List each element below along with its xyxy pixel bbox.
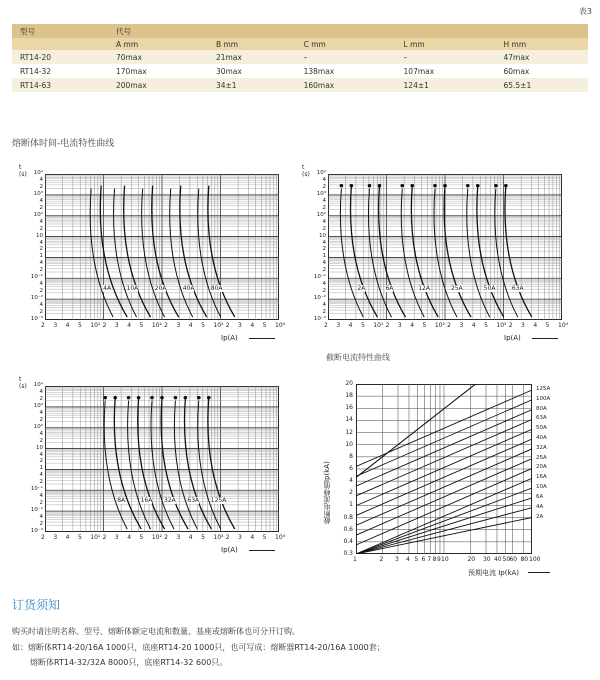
col-h: H mm: [495, 38, 588, 50]
y-tick-label: 1: [322, 253, 326, 260]
x-tick-label: 5: [77, 534, 82, 541]
ip-axis-label: Ip(A): [221, 546, 238, 554]
order-line-2: 如：熔断体RT14-20/16A 1000只，底座RT14-20 1000只，也可写成：熔断器RT14-20/16A 1000套；: [12, 643, 385, 652]
cutoff-x-tick: 1: [353, 556, 357, 563]
curve-start-marker: [160, 396, 164, 400]
y-tick-label: 2: [322, 309, 326, 316]
x-tick-label: 10⁴: [558, 322, 569, 329]
curve-start-marker: [368, 184, 372, 188]
x-tick-label: 3: [53, 322, 58, 329]
x-tick-label: 4: [348, 322, 353, 329]
y-tick-label: 10⁻²: [313, 295, 326, 302]
y-tick-label: 4: [39, 388, 43, 395]
rating-label: 63A: [536, 415, 547, 422]
cutoff-y-tick: 0.3: [343, 550, 353, 557]
cutoff-chart: [356, 384, 532, 554]
y-tick-label: 2: [322, 225, 326, 232]
y-tick-label: 4: [322, 281, 326, 288]
curve-start-marker: [150, 396, 154, 400]
curve-label: 4A: [103, 284, 112, 292]
y-tick-label: 2: [322, 267, 326, 274]
y-tick-label: 2: [39, 204, 43, 211]
cutoff-x-tick: 60: [509, 556, 518, 563]
col-a: A mm: [108, 38, 208, 50]
x-tick-label: 4: [250, 322, 255, 329]
header-code: 代号: [108, 24, 588, 38]
x-tick-label: 10²: [151, 534, 162, 541]
curve-start-marker: [113, 396, 117, 400]
x-tick-label: 3: [176, 534, 181, 541]
col-b: B mm: [208, 38, 296, 50]
x-tick-label: 4: [410, 322, 415, 329]
y-tick-label: 2: [39, 437, 43, 444]
x-tick-label: 3: [459, 322, 464, 329]
y-tick-label: 10²: [316, 211, 326, 218]
x-tick-label: 4: [65, 534, 70, 541]
curve-start-marker: [410, 184, 414, 188]
time-current-chart-2: [328, 174, 562, 320]
curves-title: 熔断体时间-电流特性曲线: [12, 139, 115, 149]
y-tick-label: 10⁻²: [30, 507, 43, 514]
curve-label: 6A: [385, 284, 394, 292]
curve-label: 63A: [187, 496, 200, 504]
x-tick-label: 2: [102, 322, 107, 329]
y-tick-label: 2: [39, 479, 43, 486]
cutoff-x-tick: 10: [441, 556, 449, 563]
rating-label: 100A: [536, 395, 551, 402]
y-tick-label: 4: [322, 239, 326, 246]
cutoff-x-tick: 30: [482, 556, 491, 563]
x-tick-label: 4: [188, 322, 193, 329]
cutoff-x-tick: 20: [467, 556, 476, 563]
x-tick-label: 5: [422, 322, 427, 329]
x-tick-label: 5: [201, 534, 205, 541]
cutoff-y-tick: 0.8: [343, 513, 353, 521]
cutoff-y-tick: 2: [349, 489, 353, 497]
y-tick-label: 2: [39, 225, 43, 232]
y-tick-label: 10³: [316, 190, 326, 197]
cutoff-y-tick: 16: [345, 404, 353, 412]
y-tick-label: 4: [39, 260, 43, 267]
curve-label: 32A: [164, 496, 176, 504]
y-tick-label: 4: [39, 176, 43, 183]
curve-start-marker: [137, 396, 141, 400]
y-tick-label: 10⁻³: [30, 528, 43, 534]
y-tick-label: 10: [319, 232, 326, 239]
y-tick-label: 10: [36, 232, 43, 239]
y-tick-label: 10⁴: [33, 382, 43, 388]
y-tick-label: 4: [39, 218, 43, 225]
cutoff-y-tick: 20: [345, 380, 353, 387]
x-tick-label: 4: [188, 534, 193, 541]
x-tick-label: 10¹: [90, 534, 101, 541]
y-tick-label: 4: [322, 302, 326, 309]
cutoff-x-tick: 50: [502, 556, 511, 563]
table-caption: 表3: [578, 7, 592, 16]
x-tick-label: 4: [250, 534, 255, 541]
rating-label: 25A: [536, 454, 547, 461]
y-tick-label: 4: [39, 409, 43, 416]
curve-start-marker: [494, 184, 498, 188]
cutoff-y-label: 截断电流峰值Ip(kA): [323, 461, 331, 524]
y-tick-label: 2: [39, 521, 43, 528]
x-tick-label: 2: [385, 322, 390, 329]
y-tick-label: 4: [322, 197, 326, 204]
curve-label: 12A: [418, 284, 430, 292]
y-tick-label: 10⁴: [33, 170, 43, 176]
cutoff-x-label: 预期电流 Ip(kA): [468, 569, 520, 577]
table-row: RT14-20 70max 21max – – 47max: [12, 50, 588, 64]
curve-start-marker: [378, 184, 382, 188]
x-tick-label: 3: [53, 534, 58, 541]
y-tick-label: 2: [39, 288, 43, 295]
cutoff-y-tick: 12: [345, 428, 353, 436]
x-tick-label: 10³: [213, 534, 224, 541]
y-tick-label: 10²: [33, 211, 43, 218]
x-tick-label: 5: [139, 534, 144, 541]
x-tick-label: 10²: [434, 322, 445, 329]
y-tick-label: 10⁻¹: [313, 274, 326, 281]
y-tick-label: 4: [39, 514, 43, 521]
y-tick-label: 10: [36, 444, 43, 451]
y-tick-label: 2: [322, 246, 326, 253]
rating-label: 20A: [536, 464, 547, 471]
y-tick-label: 10⁻¹: [30, 486, 43, 493]
cutoff-y-tick: 0.6: [343, 525, 353, 533]
y-tick-label: 10⁻³: [313, 316, 326, 322]
curve-start-marker: [174, 396, 178, 400]
y-tick-label: 10³: [33, 190, 43, 197]
rating-label: 50A: [536, 425, 547, 432]
y-tick-label: 2: [39, 458, 43, 465]
y-tick-label: 4: [39, 197, 43, 204]
cutoff-y-tick: 4: [349, 477, 353, 485]
header-model: 型号: [12, 24, 108, 38]
y-tick-label: 10³: [33, 402, 43, 409]
col-l: L mm: [396, 38, 496, 50]
y-tick-label: 2: [322, 204, 326, 211]
curve-start-marker: [207, 396, 211, 400]
rating-label: 16A: [536, 474, 547, 481]
curve-label: 40A: [182, 284, 195, 292]
ip-axis-label: Ip(A): [221, 334, 238, 342]
y-tick-label: 1: [39, 465, 43, 472]
x-tick-label: 5: [545, 322, 550, 329]
x-tick-label: 2: [164, 322, 168, 329]
rating-label: 32A: [536, 444, 547, 451]
y-tick-label: 4: [322, 176, 326, 183]
x-tick-label: 5: [360, 322, 365, 329]
axis-arrow: [532, 338, 558, 339]
cutoff-x-tick: 5: [414, 556, 419, 563]
cutoff-x-tick: 9: [436, 556, 441, 563]
y-tick-label: 2: [39, 267, 43, 274]
y-tick-label: 4: [39, 239, 43, 246]
y-tick-label: 2: [39, 395, 43, 402]
curve-start-marker: [184, 396, 188, 400]
y-tick-label: 10²: [33, 423, 43, 430]
rating-label: 2A: [536, 513, 544, 520]
time-current-chart-1: [45, 174, 279, 320]
x-tick-label: 10³: [213, 322, 224, 329]
curve-label: 63A: [511, 284, 524, 292]
y-tick-label: 4: [39, 281, 43, 288]
cutoff-x-tick: 80: [520, 556, 529, 563]
y-tick-label: 2: [39, 500, 43, 507]
cutoff-x-tick: 8: [432, 556, 437, 563]
rating-label: 125A: [536, 386, 551, 392]
curve-label: 8A: [117, 496, 126, 504]
curve-start-marker: [127, 396, 131, 400]
x-tick-label: 3: [114, 534, 119, 541]
x-tick-label: 4: [471, 322, 476, 329]
cutoff-y-tick: 14: [345, 416, 353, 424]
x-tick-label: 5: [77, 322, 82, 329]
rating-label: 10A: [536, 484, 547, 491]
y-tick-label: 4: [39, 430, 43, 437]
y-tick-label: 2: [39, 309, 43, 316]
time-axis-label: t (s): [19, 376, 27, 390]
x-tick-label: 4: [533, 322, 538, 329]
order-heading: 订货须知: [12, 598, 61, 612]
ip-axis-label: Ip(A): [504, 334, 521, 342]
cutoff-x-tick: 40: [493, 556, 502, 563]
cutoff-x-tick: 100: [529, 556, 541, 563]
curve-start-marker: [197, 396, 201, 400]
x-tick-label: 10³: [496, 322, 507, 329]
table-row: RT14-63 200max 34±1 160max 124±1 65.5±1: [12, 78, 588, 92]
curve-label: 20A: [154, 284, 167, 292]
x-tick-label: 4: [65, 322, 70, 329]
y-tick-label: 10⁴: [316, 170, 326, 176]
curve-label: 80A: [210, 284, 223, 292]
y-tick-label: 2: [39, 183, 43, 190]
curve-label: 50A: [483, 284, 496, 292]
dimension-table: [12, 24, 588, 92]
x-tick-label: 3: [238, 534, 242, 541]
x-tick-label: 5: [139, 322, 144, 329]
cutoff-x-tick: 2: [379, 556, 384, 563]
x-tick-label: 2: [225, 322, 230, 329]
x-tick-label: 4: [127, 322, 132, 329]
axis-arrow: [249, 338, 275, 339]
y-tick-label: 2: [322, 288, 326, 295]
curve-label: 25A: [451, 284, 463, 292]
x-tick-label: 2: [41, 534, 45, 541]
curve-label: 125A: [210, 496, 227, 504]
x-tick-label: 3: [114, 322, 119, 329]
table-row: RT14-32 170max 30max 138max 107max 60max: [12, 64, 588, 78]
y-tick-label: 4: [39, 451, 43, 458]
y-tick-label: 2: [39, 416, 43, 423]
y-tick-label: 10⁻³: [30, 316, 43, 322]
x-tick-label: 2: [164, 534, 168, 541]
y-tick-label: 4: [39, 493, 43, 500]
x-tick-label: 10¹: [90, 322, 101, 329]
x-tick-label: 2: [41, 322, 45, 329]
y-tick-label: 10⁻¹: [30, 274, 43, 281]
rating-label: 40A: [536, 435, 547, 442]
x-tick-label: 10⁴: [275, 534, 286, 541]
cutoff-y-tick: 18: [345, 392, 353, 400]
x-tick-label: 3: [176, 322, 181, 329]
x-tick-label: 5: [201, 322, 205, 329]
order-line-1: 购买时请注明名称、型号、熔断体额定电流和数量、基座或熔断体也可分开订购。: [12, 627, 300, 636]
x-tick-label: 3: [521, 322, 525, 329]
curve-start-marker: [103, 396, 107, 400]
y-tick-label: 10⁻²: [30, 295, 43, 302]
x-tick-label: 2: [324, 322, 328, 329]
order-line-3: 熔断体RT14-32/32A 8000只，底座RT14-32 600只。: [30, 658, 228, 667]
x-tick-label: 2: [447, 322, 451, 329]
x-tick-label: 5: [484, 322, 488, 329]
x-tick-label: 4: [127, 534, 132, 541]
axis-arrow: [528, 572, 550, 573]
x-tick-label: 2: [102, 534, 107, 541]
col-c: C mm: [296, 38, 396, 50]
cutoff-x-tick: 3: [394, 556, 399, 563]
y-tick-label: 2: [39, 246, 43, 253]
curve-label: 2A: [357, 284, 366, 292]
curve-label: 16A: [140, 496, 153, 504]
x-tick-label: 10²: [151, 322, 162, 329]
y-tick-label: 4: [322, 218, 326, 225]
cutoff-x-tick: 6: [421, 556, 426, 563]
x-tick-label: 2: [225, 534, 230, 541]
cutoff-title: 截断电流特性曲线: [326, 353, 390, 362]
curve-start-marker: [433, 184, 437, 188]
x-tick-label: 10⁴: [275, 322, 286, 329]
y-tick-label: 1: [39, 253, 43, 260]
curve-start-marker: [476, 184, 480, 188]
time-axis-label: t (s): [19, 164, 27, 178]
y-tick-label: 4: [39, 302, 43, 309]
time-current-chart-3: [45, 386, 279, 532]
y-tick-label: 4: [322, 260, 326, 267]
y-tick-label: 4: [39, 472, 43, 479]
curve-start-marker: [443, 184, 447, 188]
axis-arrow: [249, 550, 275, 551]
time-axis-label: t (s): [302, 164, 310, 178]
cutoff-y-tick: 0.4: [343, 537, 353, 545]
x-tick-label: 5: [262, 322, 267, 329]
curve-start-marker: [504, 184, 508, 188]
rating-label: 80A: [536, 405, 547, 412]
cutoff-y-tick: 6: [349, 465, 353, 472]
curve-label: 10A: [126, 284, 139, 292]
x-tick-label: 10¹: [373, 322, 384, 329]
x-tick-label: 3: [238, 322, 242, 329]
x-tick-label: 3: [336, 322, 341, 329]
x-tick-label: 3: [397, 322, 402, 329]
cutoff-y-tick: 1: [349, 501, 353, 509]
cutoff-x-tick: 7: [427, 556, 432, 563]
rating-label: 4A: [536, 503, 544, 510]
x-tick-label: 5: [262, 534, 267, 541]
cutoff-y-tick: 10: [345, 440, 353, 448]
x-tick-label: 2: [508, 322, 513, 329]
curve-start-marker: [400, 184, 404, 188]
curve-start-marker: [466, 184, 470, 188]
y-tick-label: 2: [322, 183, 326, 190]
curve-start-marker: [340, 184, 344, 188]
cutoff-y-tick: 8: [349, 452, 353, 460]
curve-start-marker: [350, 184, 354, 188]
cutoff-x-tick: 4: [405, 556, 410, 563]
rating-label: 6A: [536, 493, 544, 500]
